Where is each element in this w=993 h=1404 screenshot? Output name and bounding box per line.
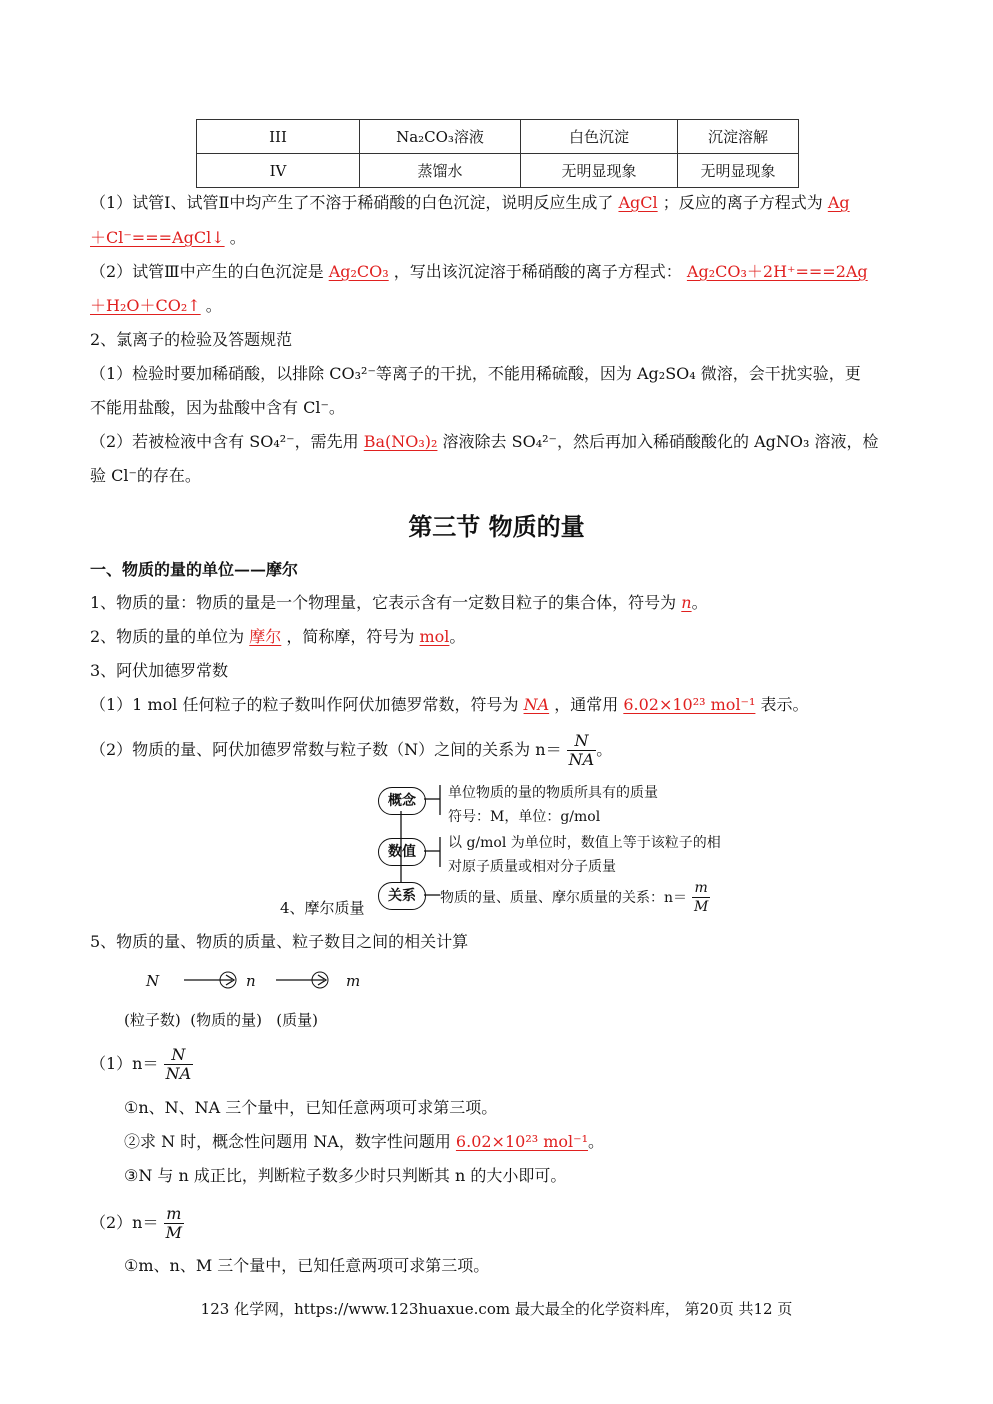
fraction bbox=[692, 879, 710, 916]
results-table bbox=[196, 119, 799, 188]
q1-line bbox=[90, 193, 850, 213]
sec1-l1-text: 1、物质的量：物质的量是一个物理量，它表示含有一定数目粒子的集合体，符号为 bbox=[90, 593, 677, 612]
s2-p2a-text-b: 溶液除去 SO₄²⁻，然后再加入稀硝酸酸化的 AgNO₃ 溶液，检 bbox=[442, 432, 879, 451]
q1-end: 。 bbox=[229, 228, 246, 247]
q1-line-2 bbox=[90, 228, 246, 248]
fraction bbox=[164, 1046, 194, 1083]
sec5-p1 bbox=[90, 1046, 193, 1083]
diagram-text: 物质的量、质量、摩尔质量的关系：n＝ bbox=[440, 890, 688, 906]
q2-end: 。 bbox=[205, 296, 222, 315]
diagram-text: 以 g/mol 为单位时，数值上等于该粒子的相 bbox=[448, 835, 721, 851]
section-heading: 第三节 物质的量 bbox=[408, 513, 585, 541]
table-cell: 无明显现象 bbox=[521, 154, 678, 188]
diagram-text: 符号：M，单位：g/mol bbox=[448, 809, 601, 825]
s2-p1a: （1）检验时要加稀硝酸，以排除 CO₃²⁻等离子的干扰，不能用稀硫酸，因为 Ag₂SO₄ 微溶，会干扰实验，更 bbox=[90, 364, 861, 383]
sec1-l5: （2）物质的量、阿伏加德罗常数与粒子数（N）之间的关系为 n＝ $\frac{N}{NA}$ 。 bbox=[90, 731, 613, 769]
q1-text-b: ；反应的离子方程式为 bbox=[662, 193, 823, 212]
s2-p1b: 不能用盐酸，因为盐酸中含有 Cl⁻。 bbox=[90, 398, 345, 417]
frac-num: m bbox=[692, 879, 710, 898]
table-cell: Na₂CO₃溶液 bbox=[360, 120, 521, 154]
sec1-l2-answer1: 摩尔 bbox=[249, 627, 282, 646]
flow-n: n bbox=[246, 972, 256, 990]
sec1-l1: 1、物质的量：物质的量是一个物理量，它表示含有一定数目粒子的集合体，符号为 n。 bbox=[90, 593, 708, 612]
sec1-l2-text-b: ，简称摩，符号为 bbox=[286, 627, 415, 646]
flow-N: N bbox=[146, 972, 160, 990]
sec5-p2 bbox=[90, 1205, 184, 1242]
sec5-c2: ②求 N 时，概念性问题用 NA，数字性问题用 6.02×10²³ mol⁻¹。 bbox=[124, 1132, 605, 1151]
q1-answer: AgCl bbox=[618, 193, 658, 212]
s2-answer: Ba(NO₃)₂ bbox=[363, 432, 438, 451]
q2-answer-b1: Ag₂CO₃＋2H⁺===2Ag bbox=[686, 262, 868, 281]
diagram-text: 单位物质的量的物质所具有的质量 bbox=[448, 785, 658, 801]
sec5-d1: ①m、n、M 三个量中，已知任意两项可求第三项。 bbox=[124, 1256, 490, 1275]
sec1-l2-answer2: mol bbox=[419, 627, 450, 646]
sec5-c1: ①n、N、NA 三个量中，已知任意两项可求第三项。 bbox=[124, 1098, 498, 1117]
sec1-l5-text: （2）物质的量、阿伏加德罗常数与粒子数（N）之间的关系为 n＝ bbox=[90, 740, 562, 759]
sec1-l4-answer1: NA bbox=[523, 695, 550, 714]
fraction bbox=[164, 1205, 184, 1242]
fraction bbox=[567, 732, 597, 769]
page-footer: 123 化学网，https://www.123huaxue.com 最大最全的化学资料库， 第20页 共12 页 bbox=[200, 1300, 793, 1318]
sec1-title: 一、物质的量的单位——摩尔 bbox=[90, 560, 299, 579]
table-cell: 白色沉淀 bbox=[521, 120, 678, 154]
value-badge: 数值 bbox=[378, 838, 426, 866]
sec1-l1-answer: n bbox=[681, 593, 692, 612]
table-cell: IV bbox=[197, 154, 360, 188]
frac-den: NA bbox=[568, 750, 595, 769]
sec1-l2: 2、物质的量的单位为 摩尔 ，简称摩，符号为 mol。 bbox=[90, 627, 466, 646]
frac-den: M bbox=[165, 1223, 182, 1242]
frac-num: m bbox=[164, 1205, 184, 1224]
table-cell: 无明显现象 bbox=[678, 154, 799, 188]
s2-p2a-text: （2）若被检液中含有 SO₄²⁻，需先用 bbox=[90, 432, 359, 451]
q2-answer-b2: ＋H₂O＋CO₂↑ bbox=[90, 296, 201, 315]
q2-text: （2）试管Ⅲ中产生的白色沉淀是 bbox=[90, 262, 324, 281]
sec5-c2-answer: 6.02×10²³ mol⁻¹ bbox=[455, 1132, 589, 1151]
arrow-icon bbox=[180, 966, 240, 996]
q2-line bbox=[90, 262, 868, 282]
diagram-fraction bbox=[692, 879, 710, 916]
frac-num: N bbox=[567, 732, 597, 751]
q1-answer-b2: ＋Cl⁻===AgCl↓ bbox=[90, 228, 225, 247]
flow-labels: (粒子数) (物质的量) (质量) bbox=[124, 1011, 318, 1029]
sec1-l4 bbox=[90, 695, 809, 715]
q2-text-b: ，写出该沉淀溶于稀硝酸的离子方程式： bbox=[393, 262, 682, 281]
flow-m: m bbox=[346, 972, 361, 990]
sec1-l4-text-b: ，通常用 bbox=[554, 695, 619, 714]
sec5-p2-text: （2）n＝ bbox=[90, 1213, 159, 1232]
molar-mass-diagram bbox=[280, 777, 750, 917]
sec1-l4-text-c: 表示。 bbox=[760, 695, 809, 714]
diagram-text: 对原子质量或相对分子质量 bbox=[448, 859, 616, 875]
table-row bbox=[197, 120, 799, 154]
q2-answer: Ag₂CO₃ bbox=[328, 262, 389, 281]
sec5-title: 5、物质的量、物质的质量、粒子数目之间的相关计算 bbox=[90, 932, 469, 951]
frac-den: M bbox=[694, 899, 709, 915]
q1-text: （1）试管Ⅰ、试管Ⅱ中均产生了不溶于稀硝酸的白色沉淀，说明反应生成了 bbox=[90, 193, 614, 212]
table-cell: 蒸馏水 bbox=[360, 154, 521, 188]
arrow-icon bbox=[272, 966, 332, 996]
table-cell: 沉淀溶解 bbox=[678, 120, 799, 154]
s2-p2a bbox=[90, 432, 879, 452]
table-row bbox=[197, 154, 799, 188]
sec5-c2-text: ②求 N 时，概念性问题用 NA，数字性问题用 bbox=[124, 1132, 451, 1151]
sec1-l2-text: 2、物质的量的单位为 bbox=[90, 627, 245, 646]
sec1-l3: 3、阿伏加德罗常数 bbox=[90, 661, 229, 680]
relation-badge: 关系 bbox=[378, 882, 426, 910]
table-cell: III bbox=[197, 120, 360, 154]
s2-title: 2、氯离子的检验及答题规范 bbox=[90, 330, 293, 349]
sec5-c3: ③N 与 n 成正比，判断粒子数多少时只判断其 n 的大小即可。 bbox=[124, 1166, 567, 1185]
q2-line-2 bbox=[90, 296, 222, 316]
s2-p2b: 验 Cl⁻的存在。 bbox=[90, 466, 201, 485]
diagram-label: 4、摩尔质量 bbox=[280, 899, 365, 917]
frac-num: N bbox=[164, 1046, 194, 1065]
sec1-l4-answer2: 6.02×10²³ mol⁻¹ bbox=[623, 695, 756, 714]
frac-den: NA bbox=[165, 1064, 192, 1083]
q1-answer-b1: Ag bbox=[827, 193, 850, 212]
sec1-l4-text: （1）1 mol 任何粒子的粒子数叫作阿伏加德罗常数，符号为 bbox=[90, 695, 519, 714]
concept-badge: 概念 bbox=[378, 787, 426, 815]
sec5-p1-text: （1）n＝ bbox=[90, 1054, 159, 1073]
